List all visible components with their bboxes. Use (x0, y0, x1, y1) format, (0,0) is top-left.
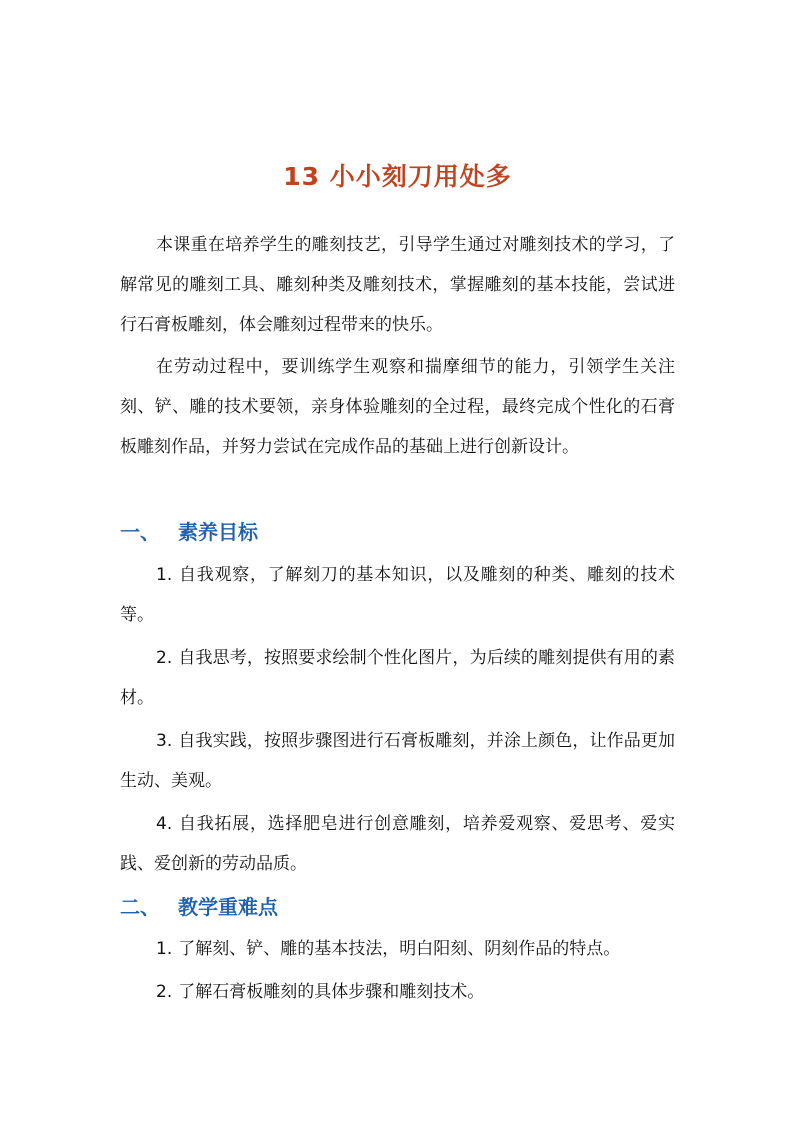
page-title: 13 小小刻刀用处多 (283, 161, 512, 191)
item-text: 了解刻、铲、雕的基本技法，明白阳刻、阴刻作品的特点。 (178, 939, 621, 959)
item-index: 4. (156, 814, 173, 834)
goal-item-2 (120, 638, 675, 718)
item-index: 1. (156, 565, 173, 585)
intro-paragraph-2: 在劳动过程中，要训练学生观察和揣摩细节的能力，引领学生关注刻、铲、雕的技术要领，亲身体验雕刻的全过程，最终完成个性化的石膏板雕刻作品，并努力尝试在完成作品的基础上进行创新设计。 (120, 357, 675, 457)
section-heading-goals (120, 515, 675, 549)
item-index: 2. (156, 648, 173, 668)
goal-item-1 (120, 555, 675, 635)
item-text: 了解石膏板雕刻的具体步骤和雕刻技术。 (178, 982, 485, 1002)
item-index: 1. (156, 939, 173, 959)
item-index: 3. (156, 731, 173, 751)
section-number: 一、 (120, 520, 160, 544)
intro-paragraph-1: 本课重在培养学生的雕刻技艺，引导学生通过对雕刻技术的学习，了解常见的雕刻工具、雕刻种类及雕刻技术，掌握雕刻的基本技能，尝试进行石膏板雕刻，体会雕刻过程带来的快乐。 (120, 235, 675, 335)
section-number: 二、 (120, 895, 160, 919)
item-index: 2. (156, 982, 173, 1002)
key-point-item-1 (120, 929, 675, 969)
item-text: 自我实践，按照步骤图进行石膏板雕刻，并涂上颜色，让作品更加生动、美观。 (120, 731, 675, 791)
item-text: 自我拓展，选择肥皂进行创意雕刻，培养爱观察、爱思考、爱实践、爱创新的劳动品质。 (120, 814, 675, 874)
section-title: 素养目标 (178, 520, 258, 544)
section-title: 教学重难点 (178, 895, 278, 919)
section-heading-key-points (120, 890, 675, 924)
goal-item-4 (120, 804, 675, 884)
key-point-item-2 (120, 972, 675, 1012)
item-text: 自我观察，了解刻刀的基本知识，以及雕刻的种类、雕刻的技术等。 (120, 565, 675, 625)
item-text: 自我思考，按照要求绘制个性化图片，为后续的雕刻提供有用的素材。 (120, 648, 675, 708)
goal-item-3 (120, 721, 675, 801)
